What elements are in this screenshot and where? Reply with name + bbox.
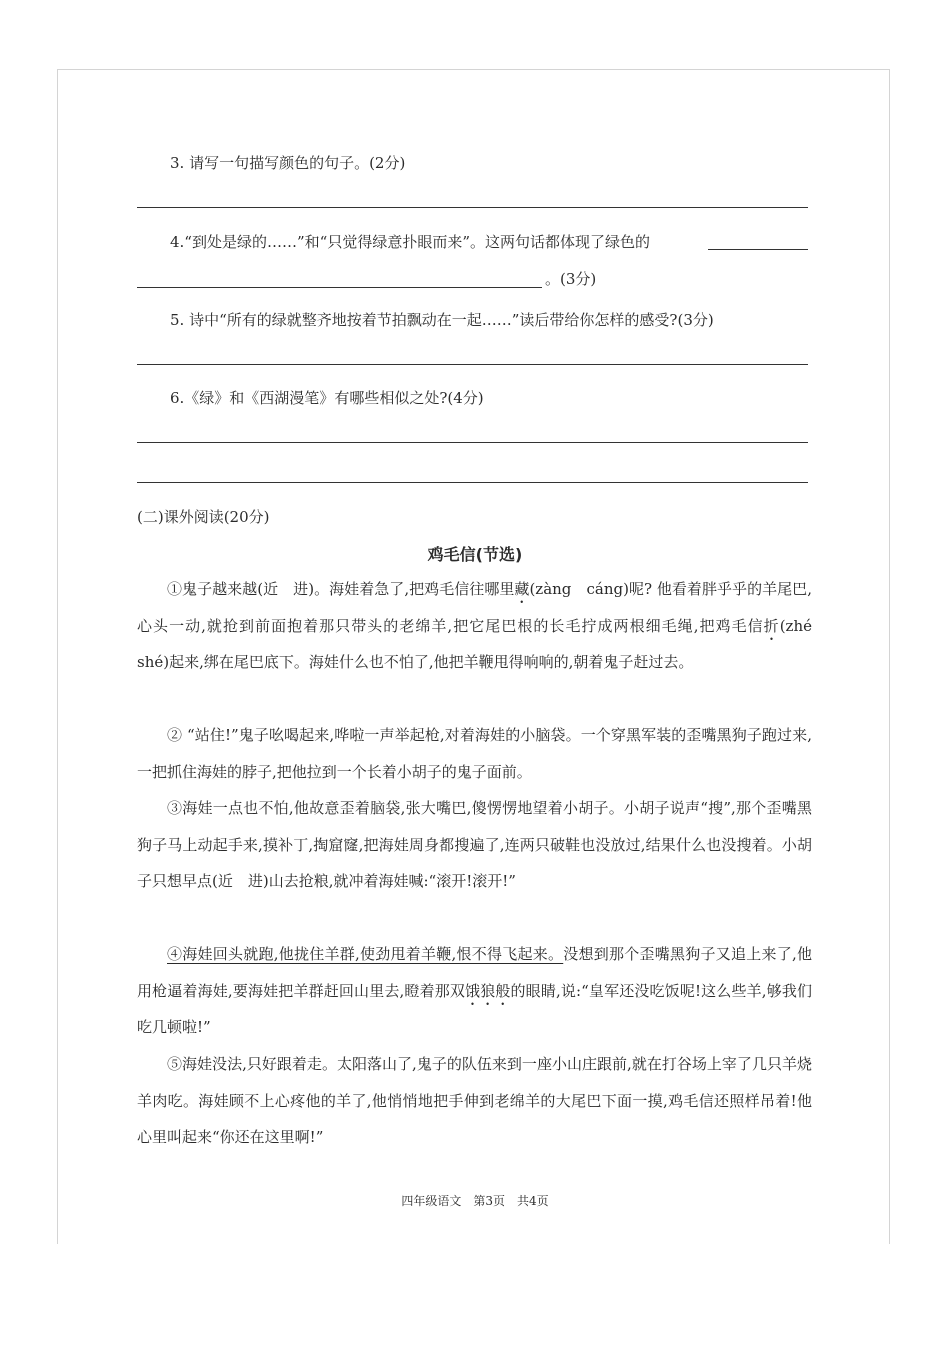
page-frame-top [57,69,890,70]
page-footer: 四年级语文 第3页 共4页 [401,1194,549,1208]
paragraph-2: ② “站住!”鬼子吆喝起来,哗啦一声举起枪,对着海娃的小脑袋。一个穿黑军装的歪嘴黑狗子跑过来,一把抓住海娃的脖子,把他拉到一个长着小胡子的鬼子面前。 [137,726,812,781]
article-title: 鸡毛信(节选) [427,545,523,564]
question-5: 5. 诗中“所有的绿就整齐地按着节拍飘动在一起……”读后带给你怎样的感受?(3分) [170,311,714,329]
answer-blank-q4-b[interactable] [137,287,542,288]
answer-blank-q4-a[interactable] [708,249,808,250]
paragraph-4: ④海娃回头就跑,他拢住羊群,使劲甩着羊鞭,恨不得飞起来。没想到那个歪嘴黑狗子又追上来了,他用枪逼着海娃,要海娃把羊群赶回山里去,瞪着那双饿狼般的眼睛,说:“皇军还没吃饭呢!这么些羊,够我们吃几顿啦!” [137,945,812,1036]
section-heading: (二)课外阅读(20分) [137,508,270,526]
paragraph-3: ③海娃一点也不怕,他故意歪着脑袋,张大嘴巴,傻愣愣地望着小胡子。小胡子说声“搜”,那个歪嘴黑狗子马上动起手来,摸补丁,掏窟窿,把海娃周身都搜遍了,连两只破鞋也没放过,结果什么也没搜着。小胡子只想早点(近 进)山去抢粮,就冲着海娃喊:“滚开!滚开!” [137,799,812,890]
answer-line-q6-2[interactable] [137,482,808,483]
paragraph-5: ⑤海娃没法,只好跟着走。太阳落山了,鬼子的队伍来到一座小山庄跟前,就在打谷场上宰了几只羊烧羊肉吃。海娃顾不上心疼他的羊了,他悄悄地把手伸到老绵羊的大尾巴下面一摸,鸡毛信还照样吊着!他心里叫起来“你还在这里啊!” [137,1055,812,1146]
emphasis-char-cang: 藏 [514,580,530,598]
answer-line-q6-1[interactable] [137,442,808,443]
page-frame-right [889,69,890,1244]
emphasis-char-zhe: 折 [763,616,780,635]
underlined-sentence: ④海娃回头就跑,他拢住羊群,使劲甩着羊鞭,恨不得飞起来。 [167,945,564,963]
question-3: 3. 请写一句描写颜色的句子。(2分) [170,154,406,172]
question-6: 6.《绿》和《西湖漫笔》有哪些相似之处?(4分) [170,389,484,407]
paragraph-1: ①鬼子越来越(近 进)。海娃着急了,把鸡毛信往哪里藏(zàng cáng)呢? 他看着胖乎乎的羊尾巴,心头一动,就抢到前面抱着那只带头的老绵羊,把它尾巴根的长毛拧成两根细毛绳,把鸡毛信折(zhé shé)起来,绑在尾巴底下。海娃什么也不怕了,他把羊鞭甩得响响的,朝着鬼子赶过去。 [137,580,828,671]
page-frame-left [57,69,58,1244]
answer-line-q3[interactable] [137,207,808,208]
question-4-score: 。(3分) [545,270,597,288]
question-4: 4.“到处是绿的……”和“只觉得绿意扑眼而来”。这两句话都体现了绿色的 [170,233,650,251]
emphasis-phrase: 饿狼般 [465,981,511,1000]
answer-line-q5[interactable] [137,364,808,365]
